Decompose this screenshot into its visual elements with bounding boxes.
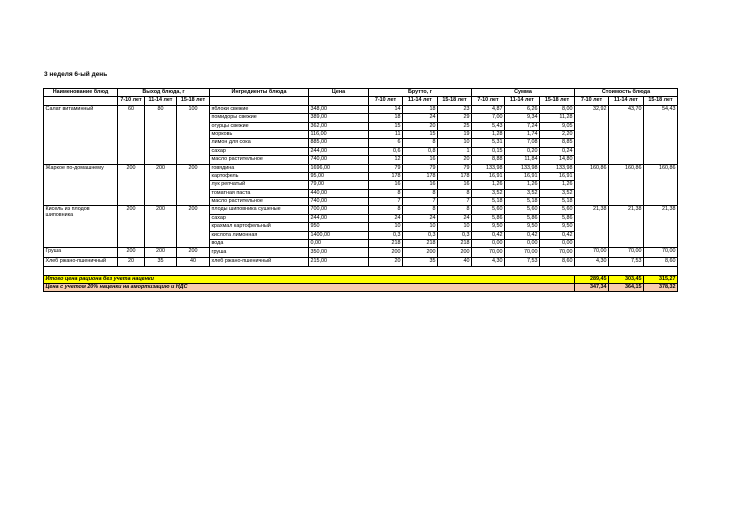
ingredient-name: груша — [210, 248, 309, 257]
ingredient-sum-1: 0,00 — [472, 240, 505, 248]
ingredient-name: кислота лимонная — [210, 231, 309, 239]
ingredient-brutto-3: 40 — [438, 257, 472, 266]
ingredient-sum-1: 133,98 — [472, 164, 505, 172]
ingredient-name: сахар — [210, 147, 309, 155]
page-title: 3 неделя 6-ый день — [44, 71, 108, 78]
ingredient-name: хлеб ржано-пшеничный — [210, 257, 309, 266]
ingredient-price: 362,00 — [309, 122, 369, 130]
ingredient-sum-3: 0,24 — [540, 147, 575, 155]
ingredient-brutto-1: 178 — [369, 172, 403, 180]
ingredient-brutto-3: 200 — [438, 248, 472, 257]
total-label: Цена с учетом 20% наценки на амортизацию и НДС — [44, 283, 575, 291]
dish-yield-1: 60 — [118, 105, 145, 164]
ingredient-sum-2: 11,84 — [505, 156, 540, 164]
ingredient-sum-3: 14,80 — [540, 156, 575, 164]
age-yield-2: 11-14 лет — [145, 97, 177, 105]
ingredient-sum-3: 9,50 — [540, 223, 575, 231]
ingredient-sum-3: 3,52 — [540, 189, 575, 197]
dish-yield-2: 35 — [145, 257, 177, 266]
ingredient-sum-3: 8,85 — [540, 139, 575, 147]
dish-name: Хлеб ржано-пшеничный — [44, 257, 118, 266]
ingredient-brutto-3: 0,3 — [438, 231, 472, 239]
ingredient-sum-1: 5,43 — [472, 122, 505, 130]
blank-row — [44, 267, 678, 275]
ingredient-price: 1400,00 — [309, 231, 369, 239]
ingredient-sum-2: 1,74 — [505, 130, 540, 138]
age-yield-1: 7-10 лет — [118, 97, 145, 105]
ingredient-brutto-1: 14 — [369, 105, 403, 113]
ingredient-sum-2: 133,98 — [505, 164, 540, 172]
ingredient-sum-1: 5,31 — [472, 139, 505, 147]
ingredient-brutto-1: 15 — [369, 122, 403, 130]
ingredient-brutto-3: 19 — [438, 130, 472, 138]
ingredient-sum-1: 8,88 — [472, 156, 505, 164]
ingredient-brutto-3: 178 — [438, 172, 472, 180]
total-value-1: 289,45 — [575, 275, 609, 283]
ingredient-sum-2: 16,91 — [505, 172, 540, 180]
ingredient-brutto-2: 20 — [403, 122, 438, 130]
ingredient-brutto-2: 10 — [403, 223, 438, 231]
total-no-markup-row — [44, 275, 678, 283]
ingredient-price: 700,00 — [309, 206, 369, 214]
ingredient-price: 116,00 — [309, 130, 369, 138]
ingredient-sum-2: 7,08 — [505, 139, 540, 147]
ingredient-price: 215,00 — [309, 257, 369, 266]
ingredient-name: помидоры свежие — [210, 114, 309, 122]
ingredient-price: 740,00 — [309, 198, 369, 206]
total-value-2: 303,45 — [609, 275, 644, 283]
ingredient-brutto-2: 15 — [403, 130, 438, 138]
age-cost-3: 15-18 лет — [644, 97, 678, 105]
ingredient-brutto-3: 8 — [438, 189, 472, 197]
dish-cost-1: 4,30 — [575, 257, 609, 266]
dish-cost-3: 21,38 — [644, 206, 678, 248]
ingredient-sum-1: 1,26 — [472, 181, 505, 189]
table-row — [44, 105, 678, 113]
ingredient-brutto-1: 10 — [369, 223, 403, 231]
dish-cost-3: 70,00 — [644, 248, 678, 257]
ingredient-brutto-2: 18 — [403, 105, 438, 113]
ingredient-sum-3: 8,60 — [540, 257, 575, 266]
ingredient-sum-3: 11,28 — [540, 114, 575, 122]
ingredient-brutto-2: 218 — [403, 240, 438, 248]
ingredient-price: 350,00 — [309, 248, 369, 257]
ingredient-brutto-2: 7 — [403, 198, 438, 206]
ingredient-price: 244,00 — [309, 214, 369, 222]
ingredient-brutto-1: 0,6 — [369, 147, 403, 155]
header-dish: Наименование блюд — [44, 89, 118, 97]
ingredient-sum-2: 1,26 — [505, 181, 540, 189]
ingredient-sum-1: 3,52 — [472, 189, 505, 197]
ingredient-sum-2: 7,53 — [505, 257, 540, 266]
ingredient-brutto-1: 24 — [369, 214, 403, 222]
dish-cost-1: 32,92 — [575, 105, 609, 164]
header-yield: Выход блюда, г — [118, 89, 210, 97]
ingredient-brutto-3: 16 — [438, 181, 472, 189]
age-header-row — [44, 97, 678, 105]
dish-yield-1: 200 — [118, 206, 145, 248]
ingredient-sum-2: 3,52 — [505, 189, 540, 197]
ingredient-sum-3: 5,60 — [540, 206, 575, 214]
dish-yield-1: 200 — [118, 248, 145, 257]
age-brutto-1: 7-10 лет — [369, 97, 403, 105]
dish-name: Салат витаминный — [44, 105, 118, 164]
ingredient-sum-2: 70,00 — [505, 248, 540, 257]
ingredient-name: огурцы свежие — [210, 122, 309, 130]
ingredient-sum-1: 9,50 — [472, 223, 505, 231]
ingredient-brutto-1: 8 — [369, 189, 403, 197]
ingredient-sum-2: 7,24 — [505, 122, 540, 130]
ingredient-brutto-2: 200 — [403, 248, 438, 257]
total-value-3: 315,27 — [644, 275, 678, 283]
header-sum: Сумма — [472, 89, 575, 97]
age-sum-1: 7-10 лет — [472, 97, 505, 105]
ingredient-brutto-2: 24 — [403, 214, 438, 222]
ingredient-sum-1: 0,42 — [472, 231, 505, 239]
ingredient-sum-2: 0,42 — [505, 231, 540, 239]
dish-name: Кисель из плодов шиповника — [44, 206, 118, 248]
total-value-1: 347,34 — [575, 283, 609, 291]
ingredient-sum-3: 2,20 — [540, 130, 575, 138]
ingredient-sum-1: 5,86 — [472, 214, 505, 222]
ingredient-brutto-3: 20 — [438, 156, 472, 164]
dish-cost-2: 7,53 — [609, 257, 644, 266]
table-row — [44, 257, 678, 266]
ingredient-sum-2: 6,26 — [505, 105, 540, 113]
ingredient-brutto-3: 29 — [438, 114, 472, 122]
ingredient-sum-3: 9,05 — [540, 122, 575, 130]
ingredient-sum-3: 5,86 — [540, 214, 575, 222]
menu-table — [43, 88, 678, 292]
dish-cost-3: 54,43 — [644, 105, 678, 164]
header-row — [44, 89, 678, 97]
ingredient-name: морковь — [210, 130, 309, 138]
age-brutto-3: 15-18 лет — [438, 97, 472, 105]
ingredient-brutto-3: 10 — [438, 223, 472, 231]
ingredient-price: 0,00 — [309, 240, 369, 248]
ingredient-price: 389,00 — [309, 114, 369, 122]
age-brutto-2: 11-14 лет — [403, 97, 438, 105]
dish-cost-2: 43,70 — [609, 105, 644, 164]
ingredient-brutto-1: 0,3 — [369, 231, 403, 239]
ingredient-sum-1: 16,91 — [472, 172, 505, 180]
ingredient-brutto-2: 178 — [403, 172, 438, 180]
ingredient-price: 244,00 — [309, 147, 369, 155]
ingredient-sum-2: 5,60 — [505, 206, 540, 214]
dish-yield-3: 40 — [177, 257, 210, 266]
ingredient-sum-1: 4,30 — [472, 257, 505, 266]
ingredient-brutto-1: 11 — [369, 130, 403, 138]
ingredient-brutto-1: 79 — [369, 164, 403, 172]
ingredient-name: лук репчатый — [210, 181, 309, 189]
age-header-empty — [44, 97, 118, 105]
ingredient-brutto-2: 0,3 — [403, 231, 438, 239]
total-label: Итого цена рациона без учета наценки — [44, 275, 575, 283]
dish-cost-1: 70,00 — [575, 248, 609, 257]
ingredient-sum-3: 5,18 — [540, 198, 575, 206]
ingredient-brutto-3: 8 — [438, 206, 472, 214]
dish-yield-2: 80 — [145, 105, 177, 164]
dish-cost-2: 21,38 — [609, 206, 644, 248]
ingredient-brutto-3: 79 — [438, 164, 472, 172]
dish-yield-2: 200 — [145, 206, 177, 248]
ingredient-sum-1: 4,87 — [472, 105, 505, 113]
ingredient-name: плоды шиповника сушеные — [210, 206, 309, 214]
ingredient-brutto-3: 10 — [438, 139, 472, 147]
total-value-2: 364,15 — [609, 283, 644, 291]
ingredient-brutto-1: 7 — [369, 198, 403, 206]
ingredient-sum-2: 9,50 — [505, 223, 540, 231]
ingredient-sum-1: 5,18 — [472, 198, 505, 206]
ingredient-name: вода — [210, 240, 309, 248]
age-cost-1: 7-10 лет — [575, 97, 609, 105]
ingredient-sum-2: 0,00 — [505, 240, 540, 248]
table-row — [44, 206, 678, 214]
age-sum-3: 15-18 лет — [540, 97, 575, 105]
ingredient-brutto-3: 1 — [438, 147, 472, 155]
ingredient-sum-1: 7,00 — [472, 114, 505, 122]
ingredient-sum-2: 5,18 — [505, 198, 540, 206]
total-with-markup-row — [44, 283, 678, 291]
ingredient-sum-2: 0,20 — [505, 147, 540, 155]
ingredient-brutto-2: 0,8 — [403, 147, 438, 155]
dish-name: Жаркое по-домашнему — [44, 164, 118, 206]
ingredient-brutto-1: 12 — [369, 156, 403, 164]
ingredient-sum-3: 1,26 — [540, 181, 575, 189]
ingredient-price: 740,00 — [309, 156, 369, 164]
ingredient-brutto-2: 8 — [403, 139, 438, 147]
total-value-3: 378,32 — [644, 283, 678, 291]
header-cost: Стоимость блюда — [575, 89, 678, 97]
dish-cost-3: 8,60 — [644, 257, 678, 266]
ingredient-name: масло растительное — [210, 156, 309, 164]
ingredient-name: крахмал картофельный — [210, 223, 309, 231]
age-yield-3: 15-18 лет — [177, 97, 210, 105]
ingredient-sum-1: 1,28 — [472, 130, 505, 138]
ingredient-sum-1: 5,60 — [472, 206, 505, 214]
ingredient-price: 79,00 — [309, 181, 369, 189]
ingredient-sum-1: 0,15 — [472, 147, 505, 155]
table-row — [44, 248, 678, 257]
ingredient-name: говядина — [210, 164, 309, 172]
ingredient-sum-1: 70,00 — [472, 248, 505, 257]
ingredient-name: яблоки свежие — [210, 105, 309, 113]
dish-name: Груша — [44, 248, 118, 257]
ingredient-brutto-2: 24 — [403, 114, 438, 122]
dish-yield-3: 200 — [177, 164, 210, 206]
header-ingredients: Ингредиенты блюда — [210, 89, 309, 97]
dish-yield-2: 200 — [145, 164, 177, 206]
age-header-empty — [309, 97, 369, 105]
ingredient-name: сахар — [210, 214, 309, 222]
ingredient-brutto-2: 16 — [403, 181, 438, 189]
dish-yield-1: 200 — [118, 164, 145, 206]
dish-cost-3: 160,86 — [644, 164, 678, 206]
dish-cost-2: 70,00 — [609, 248, 644, 257]
dish-yield-2: 200 — [145, 248, 177, 257]
table-row — [44, 164, 678, 172]
ingredient-brutto-3: 23 — [438, 105, 472, 113]
ingredient-brutto-2: 8 — [403, 206, 438, 214]
ingredient-price: 348,00 — [309, 105, 369, 113]
age-sum-2: 11-14 лет — [505, 97, 540, 105]
ingredient-price: 95,00 — [309, 172, 369, 180]
ingredient-brutto-1: 16 — [369, 181, 403, 189]
ingredient-brutto-1: 200 — [369, 248, 403, 257]
dish-yield-1: 20 — [118, 257, 145, 266]
ingredient-sum-2: 5,86 — [505, 214, 540, 222]
ingredient-sum-3: 0,42 — [540, 231, 575, 239]
ingredient-name: томатная паста — [210, 189, 309, 197]
ingredient-sum-3: 133,98 — [540, 164, 575, 172]
dish-yield-3: 100 — [177, 105, 210, 164]
header-brutto: Брутто, г — [369, 89, 472, 97]
dish-yield-3: 200 — [177, 206, 210, 248]
ingredient-brutto-1: 218 — [369, 240, 403, 248]
ingredient-brutto-2: 8 — [403, 189, 438, 197]
ingredient-name: лимон для сока — [210, 139, 309, 147]
ingredient-sum-3: 70,00 — [540, 248, 575, 257]
ingredient-brutto-3: 218 — [438, 240, 472, 248]
ingredient-sum-3: 0,00 — [540, 240, 575, 248]
ingredient-brutto-2: 79 — [403, 164, 438, 172]
ingredient-name: картофель — [210, 172, 309, 180]
ingredient-sum-2: 9,34 — [505, 114, 540, 122]
ingredient-brutto-3: 25 — [438, 122, 472, 130]
ingredient-sum-3: 8,00 — [540, 105, 575, 113]
age-header-empty — [210, 97, 309, 105]
dish-cost-1: 160,86 — [575, 164, 609, 206]
blank-cell — [44, 267, 678, 275]
ingredient-brutto-3: 24 — [438, 214, 472, 222]
ingredient-brutto-1: 8 — [369, 206, 403, 214]
ingredient-brutto-1: 20 — [369, 257, 403, 266]
ingredient-price: 950 — [309, 223, 369, 231]
header-price: Цена — [309, 89, 369, 97]
ingredient-brutto-2: 35 — [403, 257, 438, 266]
ingredient-price: 885,00 — [309, 139, 369, 147]
ingredient-name: масло растительное — [210, 198, 309, 206]
ingredient-price: 440,00 — [309, 189, 369, 197]
ingredient-brutto-1: 18 — [369, 114, 403, 122]
dish-yield-3: 200 — [177, 248, 210, 257]
ingredient-brutto-1: 6 — [369, 139, 403, 147]
dish-cost-2: 160,86 — [609, 164, 644, 206]
dish-cost-1: 21,38 — [575, 206, 609, 248]
ingredient-sum-3: 16,91 — [540, 172, 575, 180]
ingredient-brutto-2: 16 — [403, 156, 438, 164]
ingredient-price: 1696,00 — [309, 164, 369, 172]
ingredient-brutto-3: 7 — [438, 198, 472, 206]
age-cost-2: 11-14 лет — [609, 97, 644, 105]
